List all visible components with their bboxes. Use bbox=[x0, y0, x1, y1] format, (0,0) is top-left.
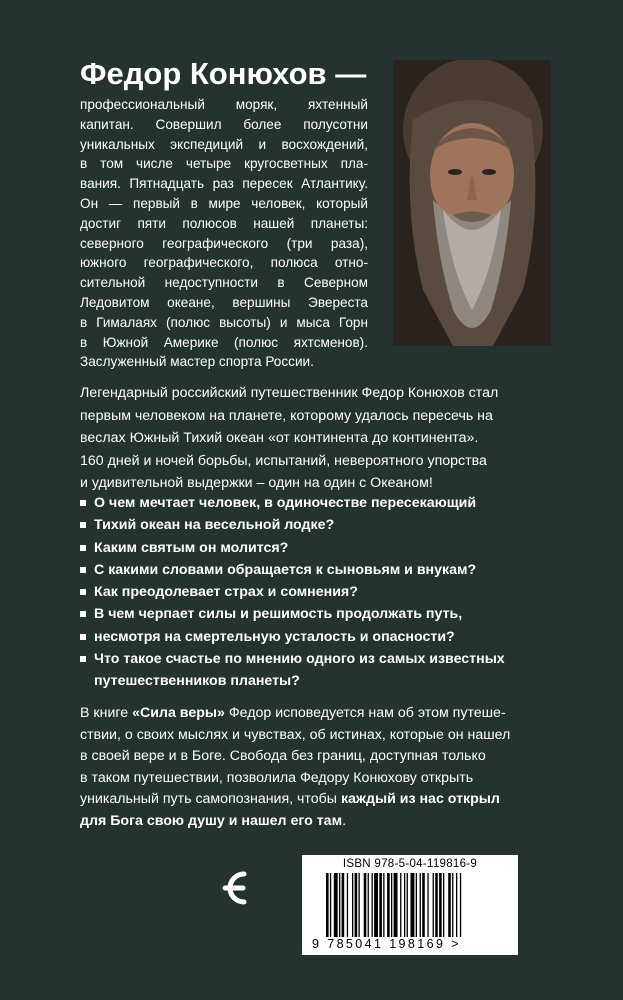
question-line: Каким святым он молится? bbox=[94, 539, 289, 556]
closing-paragraph bbox=[80, 703, 550, 832]
barcode-bar bbox=[383, 873, 384, 937]
author-name: Федор Конюхов — bbox=[80, 56, 367, 91]
question-item bbox=[80, 559, 550, 581]
lead-line: веслах Южный Тихий океан «от континента до континента». bbox=[80, 430, 479, 446]
author-portrait-photo bbox=[393, 60, 551, 346]
bio-line: южного географического, полюса отно- bbox=[80, 255, 368, 271]
barcode-bar bbox=[427, 873, 428, 937]
closing-text: В книге bbox=[80, 705, 133, 721]
bio-line: профессиональный моряк, яхтенный bbox=[80, 97, 368, 112]
question-line: Что такое счастье по мнению одного из самых известных bbox=[94, 651, 505, 668]
barcode-bar bbox=[420, 873, 421, 937]
barcode-bar bbox=[364, 873, 367, 937]
question-item bbox=[80, 514, 550, 536]
isbn-barcode bbox=[302, 855, 518, 955]
bio-line: уникальных экспедиций и восхождений, bbox=[80, 136, 368, 152]
barcode-bar bbox=[439, 873, 442, 937]
bio-line: в Южной Америке (полюс яхтсменов). bbox=[80, 334, 368, 350]
barcode-bar bbox=[368, 873, 369, 937]
bio-line: капитан. Совершил более полусотни bbox=[80, 116, 368, 132]
closing-line: в таком путешествии, позволила Федору Конюхову открыть bbox=[80, 769, 474, 786]
bio-line: сительной недоступности в Северном bbox=[80, 275, 368, 291]
eksmo-logo-icon bbox=[218, 862, 248, 914]
closing-text: Федор исповедуется нам об этом путеше- bbox=[224, 705, 506, 721]
question-line: О чем мечтает человек, в одиночестве пересекающий bbox=[94, 495, 477, 511]
isbn-text: ISBN 978-5-04-119816-9 bbox=[342, 858, 478, 870]
barcode-bar bbox=[339, 873, 340, 937]
barcode-bar bbox=[372, 873, 373, 937]
barcode-bar bbox=[407, 873, 408, 937]
lead-line: первым человеком на планете, которому удалось пересечь на bbox=[80, 407, 493, 424]
closing-line: в своей вере и в Боге. Свобода без границ, доступная только bbox=[80, 748, 486, 764]
barcode-bar bbox=[411, 873, 415, 937]
question-line: С какими словами обращается к сыновьям и внукам? bbox=[94, 561, 477, 578]
bio-line: северного географического (три раза), bbox=[80, 235, 368, 251]
bio-line: в Гималаях (полюс высоты) и мыса Горн bbox=[80, 314, 368, 330]
barcode-bar bbox=[435, 873, 438, 937]
closing-emphasis: для Бога свою душу и нашел его там bbox=[80, 812, 343, 829]
question-item bbox=[80, 581, 550, 603]
barcode-bars bbox=[326, 873, 498, 937]
question-line: Как преодолевает страх и сомнения? bbox=[94, 584, 358, 601]
barcode-bar bbox=[387, 873, 390, 937]
barcode-bar bbox=[355, 873, 358, 937]
barcode-bar bbox=[347, 873, 348, 937]
barcode-bar bbox=[342, 873, 345, 937]
bio-line: достиг пяти полюсов нашей планеты: bbox=[80, 215, 368, 231]
lead-line: Легендарный российский путешественник Федор Конюхов стал bbox=[80, 385, 499, 401]
barcode-bar bbox=[334, 873, 338, 937]
barcode-bar bbox=[433, 873, 434, 937]
barcode-bar bbox=[326, 873, 329, 937]
bio-line: Заслуженный мастер спорта России. bbox=[80, 354, 314, 370]
closing-text: . bbox=[342, 812, 347, 829]
bio-line: Ледовитом океане, вершины Эвереста bbox=[80, 294, 368, 310]
lead-line: и удивительной выдержки – один на один с Океаном! bbox=[80, 475, 433, 491]
question-item bbox=[80, 626, 550, 648]
barcode-bar bbox=[443, 873, 444, 937]
barcode-bar bbox=[452, 873, 453, 937]
barcode-bar bbox=[330, 873, 331, 937]
barcode-bar bbox=[394, 873, 398, 937]
barcode-bar bbox=[374, 873, 378, 937]
barcode-bar bbox=[416, 873, 417, 937]
closing-line bbox=[80, 703, 550, 725]
lead-line: 160 дней и ночей борьбы, испытаний, невероятного упорства bbox=[80, 452, 487, 469]
lead-paragraph bbox=[80, 382, 550, 495]
barcode-bar bbox=[391, 873, 392, 937]
author-bio bbox=[80, 95, 368, 372]
closing-line bbox=[80, 789, 550, 811]
closing-line bbox=[80, 811, 550, 833]
barcode-bar bbox=[460, 873, 461, 937]
question-line: несмотря на смертельную усталость и опасности? bbox=[94, 628, 455, 645]
barcode-digits: 9 785041 198169 > bbox=[312, 937, 461, 951]
question-item bbox=[80, 492, 550, 514]
question-line: Тихий океан на весельной лодке? bbox=[94, 517, 335, 534]
question-list bbox=[80, 492, 550, 693]
question-item bbox=[80, 603, 550, 625]
bio-line: Он — первый в мире человек, который bbox=[80, 195, 368, 211]
barcode-bar bbox=[352, 873, 353, 937]
question-item bbox=[80, 537, 550, 559]
bio-line: вания. Пятнадцать раз пересек Атлантику. bbox=[80, 176, 368, 192]
barcode-bar bbox=[379, 873, 382, 937]
barcode-bar bbox=[456, 873, 457, 937]
barcode-bar bbox=[448, 873, 451, 937]
barcode-bar bbox=[359, 873, 360, 937]
barcode-bar bbox=[422, 873, 425, 937]
barcode-bar bbox=[400, 873, 401, 937]
closing-line: ствии, о своих мыслях и чувствах, об истинах, которые он нашел bbox=[80, 726, 511, 743]
question-item bbox=[80, 648, 550, 693]
closing-text: уникальный путь самопознания, чтобы bbox=[80, 791, 341, 807]
question-line: путешественников планеты? bbox=[94, 673, 300, 690]
book-title: «Сила веры» bbox=[132, 705, 225, 721]
closing-emphasis: каждый из нас открыл bbox=[340, 791, 500, 807]
barcode-bar bbox=[404, 873, 405, 937]
bio-line: в том числе четыре кругосветных пла- bbox=[80, 156, 368, 172]
question-line: В чем черпает силы и решимость продолжать путь, bbox=[94, 606, 463, 623]
